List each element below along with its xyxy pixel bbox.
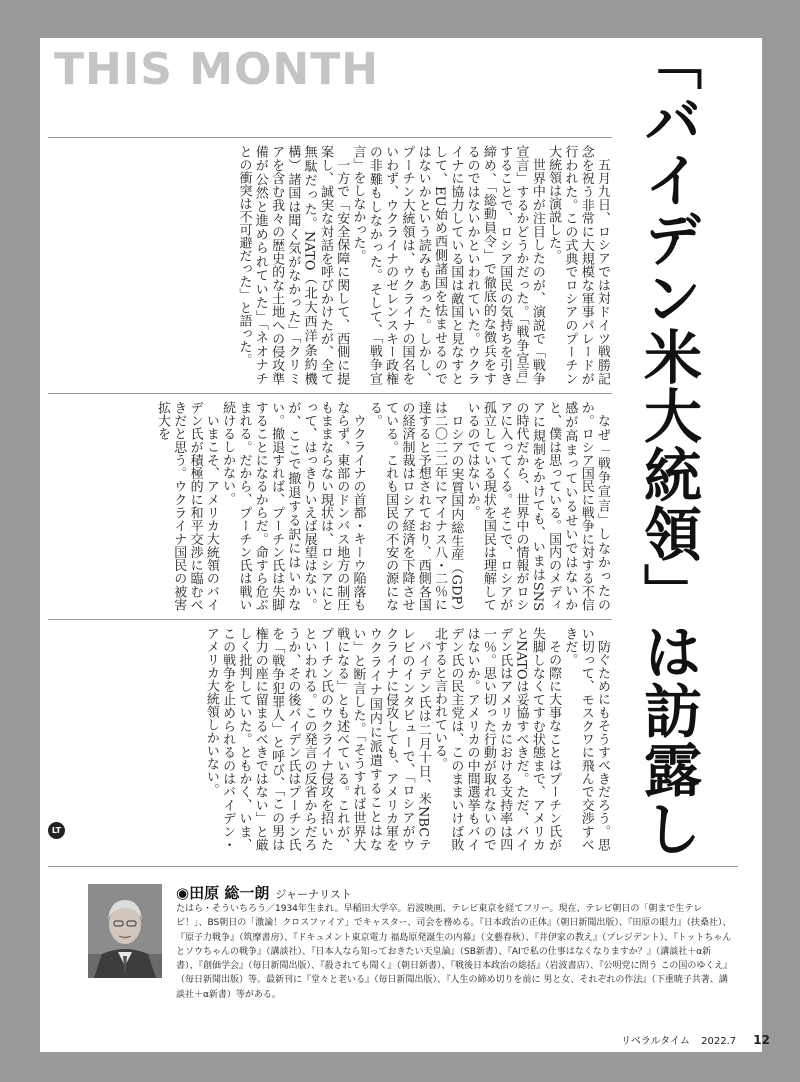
divider-author xyxy=(48,866,738,867)
author-bio: たはら・そういちろう／1934年生まれ。早稲田大学卒。岩波映画、テレビ東京を経てフリー。現在、テレビ朝日の「朝まで生テレビ！」、BS朝日の「激論！クロスファイア」でキャスター、司会を務める。『日本政治の正体』（朝日新聞出版）、『田原の眼力』（扶桑社）、『原子力戦争』（筑摩書房）、『ドキュメント東京電力 福島原発誕生の内幕』（文藝春秋）、『井伊家の教え』（プレジデント）、『トットちゃんとソウちゃんの戦争』（講談社）、『日本人なら知っておきたい天皇論』（SB新書）、『AIで私の仕事はなくなりますか？』（講談社＋α新書）、『創価学会』（毎日新聞出版）、『殺されても聞く』（朝日新書）、『戦後日本政治の総括』（岩波書店）、『公明党に問う この国のゆくえ』（毎日新聞出版）等。最新刊に『堂々と老いる』（毎日新聞出版）、『人生の締め切りを前に 男と女、それぞれの作法』（下重暁子共著、講談社＋α新書）等がある。 xyxy=(176,904,732,1000)
section-label: THIS MONTH xyxy=(54,44,380,95)
article-paragraph: その際に大事なことはプーチン氏が失脚しなくてすむ状態まで、アメリカとNATOは妥協すべきだ。ただ、バイデン氏はアメリカにおける支持率は四一％。思い切った行動が取れないのではないか。アメリカの中間選挙もバイデン氏の民主党は、このままいけば敗北すると言われている。 xyxy=(432,627,562,851)
page-footer xyxy=(621,1032,770,1047)
article-paragraph: 防ぐためにもそうすべきだろう。思い切って、モスクワに飛んで交渉すべきだ。 xyxy=(562,627,610,851)
author-heading xyxy=(176,882,352,903)
article-paragraph: ロシアの実質国内総生産（GDP）は二〇二二年にマイナス八・二％に達すると予想されており、西側各国の経済制裁はロシア経済を下降させている。これも国民の不安の源になる。 xyxy=(366,401,464,611)
article-tier-3 xyxy=(70,627,610,851)
divider-lower xyxy=(48,619,612,620)
headline: 「バイデン米大統領」は訪露し xyxy=(634,32,702,858)
article-paragraph: 世界中が注目したのが、演説で「戦争宣言」するかどうかだった。「戦争宣言」することで、ロシア国民の気持ちを引き締め、「総動員令」で徹底的な徴兵をするのではないかといわれていた。ウクライナに協力している国は敵国と見なすとして、EU始め西側諸国を怯ませるのではないかという読みもあった。しかし、プーチン大統領は、ウクライナの国名をいわず、ウクライナのゼレンスキー政権の非難もしなかった。そして、「戦争宣言」をしなかった。 xyxy=(350,145,545,385)
author-photo xyxy=(88,884,162,978)
article-paragraph: なぜ「戦争宣言」しなかったのか。ロシア国民に戦争に対する不信感が高まっているせいではないかと、僕は思っている。国内のメディアに規制をかけても、いまはSNSの時代だから、世界中の情報がロシアに入ってくる。そこで、ロシアが孤立している現状を国民は理解しているのではないか。 xyxy=(464,401,610,611)
end-mark-badge: LT xyxy=(48,822,65,839)
page-number: 12 xyxy=(753,1033,770,1047)
issue-date: 2022.7 xyxy=(701,1036,737,1047)
article-paragraph: 一方で「安全保障に関して、西側に提案し、誠実な対話を呼びかけたが、全て無駄だった。NATO（北大西洋条約機構）諸国は聞く気がなかった」「クリミアを含む我々の歴史的な土地への侵攻準備が公然と進められていた」「ネオナチとの衝突は不可避だった」と語った。 xyxy=(236,145,350,385)
article-paragraph: いまこそ、アメリカ大統領のバイデン氏が積極的に和平交渉に臨むべきだと思う。ウクライナ国民の被害拡大を xyxy=(154,401,219,611)
article-tier-1 xyxy=(48,145,610,385)
magazine-name: リベラルタイム xyxy=(621,1036,690,1047)
divider-top xyxy=(48,137,612,138)
article-paragraph: 五月九日、ロシアでは対ドイツ戦勝記念を祝う非常に大規模な軍事パレードが行われた。この式典でロシアのプーチン大統領は演説した。 xyxy=(546,145,610,385)
divider-middle xyxy=(48,393,612,394)
article-paragraph: バイデン氏は二月十日、米NBCテレビのインタビューで、「ロシアがウクライナに侵攻しても、アメリカ軍をウクライナ国内に派遣することはない」と断言した。「そうすれば世界大戦になる」とも述べている。これが、プーチン氏のウクライナ侵攻を招いたといわれる。この発言の反省からだろうか、その後バイデン氏はプーチン氏を「戦争犯罪人」と呼び、「この男は権力の座に留まるべきではない」と厳しく批判していた。ともかく、いま、この戦争を止められるのはバイデン・アメリカ大統領しかいない。 xyxy=(203,627,431,851)
author-role: ジャーナリスト xyxy=(275,888,352,901)
article-tier-2 xyxy=(48,401,610,611)
circle-bullet-icon: ◉ xyxy=(176,884,190,902)
author-name: 田原 総一朗 xyxy=(189,884,270,902)
article-paragraph: ウクライナの首都・キーウ陥落もならず、東部のドンバス地方の制圧もままならない現状は、ロシアにとって、はっきりいえば展望はない。が、ここで撤退する訳にはいかない。撤退すれば、プーチン氏は失脚することになるからだ。命すら危ぶまれる。だから、プーチン氏は戦い続けるしかない。 xyxy=(220,401,366,611)
